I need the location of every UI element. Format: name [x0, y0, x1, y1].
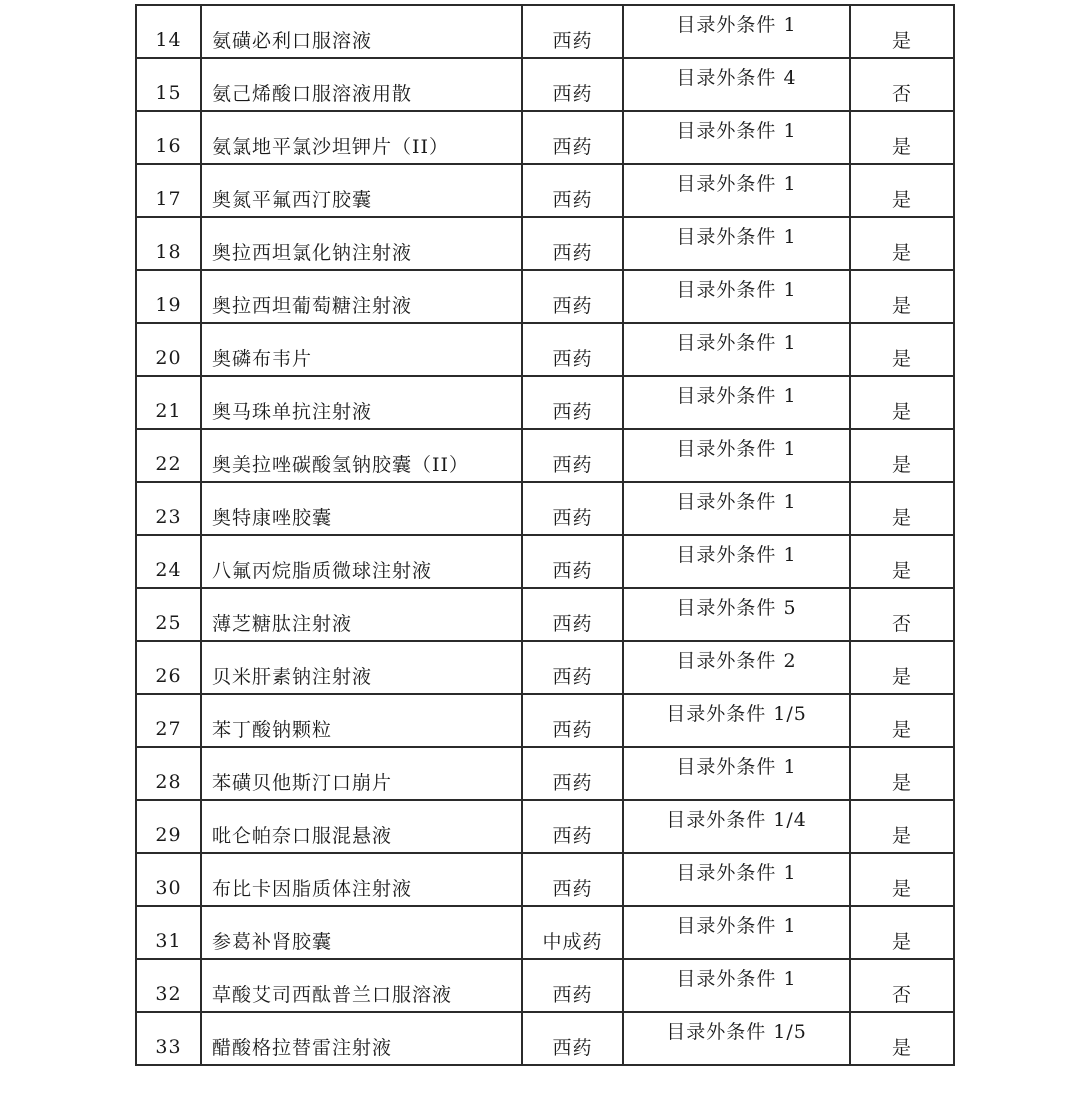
row-number: 32 [136, 959, 201, 1012]
drug-flag: 是 [850, 641, 954, 694]
drug-name: 参葛补肾胶囊 [201, 906, 522, 959]
row-number: 14 [136, 5, 201, 58]
drug-type: 西药 [522, 482, 623, 535]
drug-flag: 是 [850, 535, 954, 588]
row-number: 28 [136, 747, 201, 800]
drug-flag: 是 [850, 482, 954, 535]
row-number: 33 [136, 1012, 201, 1065]
drug-flag: 是 [850, 1012, 954, 1065]
drug-flag: 是 [850, 906, 954, 959]
drug-name: 吡仑帕奈口服混悬液 [201, 800, 522, 853]
drug-name: 氨磺必利口服溶液 [201, 5, 522, 58]
drug-name: 氨己烯酸口服溶液用散 [201, 58, 522, 111]
drug-flag: 否 [850, 58, 954, 111]
row-number: 26 [136, 641, 201, 694]
drug-name: 苯丁酸钠颗粒 [201, 694, 522, 747]
drug-type: 西药 [522, 323, 623, 376]
drug-type: 西药 [522, 270, 623, 323]
drug-flag: 是 [850, 747, 954, 800]
row-number: 24 [136, 535, 201, 588]
drug-type: 西药 [522, 5, 623, 58]
drug-flag: 是 [850, 376, 954, 429]
drug-condition: 目录外条件 5 [623, 588, 850, 641]
drug-flag: 是 [850, 694, 954, 747]
drug-condition: 目录外条件 2 [623, 641, 850, 694]
drug-type: 西药 [522, 588, 623, 641]
drug-list-table [135, 4, 955, 1066]
drug-list-body [136, 5, 954, 1065]
table-row [136, 164, 954, 217]
row-number: 17 [136, 164, 201, 217]
row-number: 21 [136, 376, 201, 429]
row-number: 23 [136, 482, 201, 535]
drug-condition: 目录外条件 1 [623, 111, 850, 164]
drug-name: 奥特康唑胶囊 [201, 482, 522, 535]
drug-condition: 目录外条件 1/4 [623, 800, 850, 853]
drug-name: 布比卡因脂质体注射液 [201, 853, 522, 906]
table-row [136, 376, 954, 429]
drug-flag: 是 [850, 800, 954, 853]
drug-flag: 是 [850, 164, 954, 217]
drug-name: 奥磷布韦片 [201, 323, 522, 376]
drug-type: 西药 [522, 111, 623, 164]
table-row [136, 747, 954, 800]
drug-type: 中成药 [522, 906, 623, 959]
drug-name: 奥美拉唑碳酸氢钠胶囊（II） [201, 429, 522, 482]
drug-type: 西药 [522, 694, 623, 747]
drug-type: 西药 [522, 429, 623, 482]
drug-list-table-container [135, 4, 953, 1066]
row-number: 16 [136, 111, 201, 164]
drug-condition: 目录外条件 1 [623, 535, 850, 588]
row-number: 31 [136, 906, 201, 959]
table-row [136, 641, 954, 694]
drug-condition: 目录外条件 1 [623, 323, 850, 376]
drug-name: 贝米肝素钠注射液 [201, 641, 522, 694]
row-number: 18 [136, 217, 201, 270]
drug-name: 奥马珠单抗注射液 [201, 376, 522, 429]
drug-flag: 否 [850, 588, 954, 641]
table-row [136, 111, 954, 164]
drug-name: 薄芝糖肽注射液 [201, 588, 522, 641]
drug-condition: 目录外条件 1 [623, 482, 850, 535]
table-row [136, 323, 954, 376]
drug-name: 氨氯地平氯沙坦钾片（II） [201, 111, 522, 164]
table-row [136, 1012, 954, 1065]
table-row [136, 58, 954, 111]
row-number: 25 [136, 588, 201, 641]
drug-name: 苯磺贝他斯汀口崩片 [201, 747, 522, 800]
drug-condition: 目录外条件 1 [623, 906, 850, 959]
drug-condition: 目录外条件 1 [623, 959, 850, 1012]
drug-name: 八氟丙烷脂质微球注射液 [201, 535, 522, 588]
drug-condition: 目录外条件 4 [623, 58, 850, 111]
drug-type: 西药 [522, 853, 623, 906]
row-number: 20 [136, 323, 201, 376]
drug-condition: 目录外条件 1 [623, 5, 850, 58]
drug-flag: 是 [850, 323, 954, 376]
drug-type: 西药 [522, 747, 623, 800]
drug-type: 西药 [522, 58, 623, 111]
row-number: 30 [136, 853, 201, 906]
table-row [136, 694, 954, 747]
table-row [136, 217, 954, 270]
row-number: 27 [136, 694, 201, 747]
drug-flag: 是 [850, 853, 954, 906]
table-row [136, 482, 954, 535]
table-row [136, 270, 954, 323]
drug-flag: 是 [850, 111, 954, 164]
table-row [136, 429, 954, 482]
drug-type: 西药 [522, 1012, 623, 1065]
drug-condition: 目录外条件 1 [623, 429, 850, 482]
drug-flag: 否 [850, 959, 954, 1012]
table-row [136, 5, 954, 58]
table-row [136, 853, 954, 906]
row-number: 19 [136, 270, 201, 323]
drug-name: 醋酸格拉替雷注射液 [201, 1012, 522, 1065]
drug-flag: 是 [850, 217, 954, 270]
drug-condition: 目录外条件 1 [623, 217, 850, 270]
drug-condition: 目录外条件 1 [623, 853, 850, 906]
drug-type: 西药 [522, 164, 623, 217]
drug-flag: 是 [850, 5, 954, 58]
row-number: 15 [136, 58, 201, 111]
table-row [136, 959, 954, 1012]
drug-name: 奥拉西坦葡萄糖注射液 [201, 270, 522, 323]
drug-type: 西药 [522, 641, 623, 694]
drug-condition: 目录外条件 1/5 [623, 694, 850, 747]
drug-type: 西药 [522, 959, 623, 1012]
drug-flag: 是 [850, 429, 954, 482]
table-row [136, 800, 954, 853]
table-row [136, 906, 954, 959]
drug-condition: 目录外条件 1 [623, 270, 850, 323]
drug-flag: 是 [850, 270, 954, 323]
drug-condition: 目录外条件 1 [623, 164, 850, 217]
drug-name: 奥拉西坦氯化钠注射液 [201, 217, 522, 270]
table-row [136, 588, 954, 641]
drug-name: 草酸艾司西酞普兰口服溶液 [201, 959, 522, 1012]
row-number: 29 [136, 800, 201, 853]
drug-condition: 目录外条件 1 [623, 747, 850, 800]
drug-type: 西药 [522, 217, 623, 270]
drug-condition: 目录外条件 1 [623, 376, 850, 429]
table-row [136, 535, 954, 588]
row-number: 22 [136, 429, 201, 482]
drug-condition: 目录外条件 1/5 [623, 1012, 850, 1065]
drug-type: 西药 [522, 376, 623, 429]
drug-name: 奥氮平氟西汀胶囊 [201, 164, 522, 217]
drug-type: 西药 [522, 535, 623, 588]
drug-type: 西药 [522, 800, 623, 853]
